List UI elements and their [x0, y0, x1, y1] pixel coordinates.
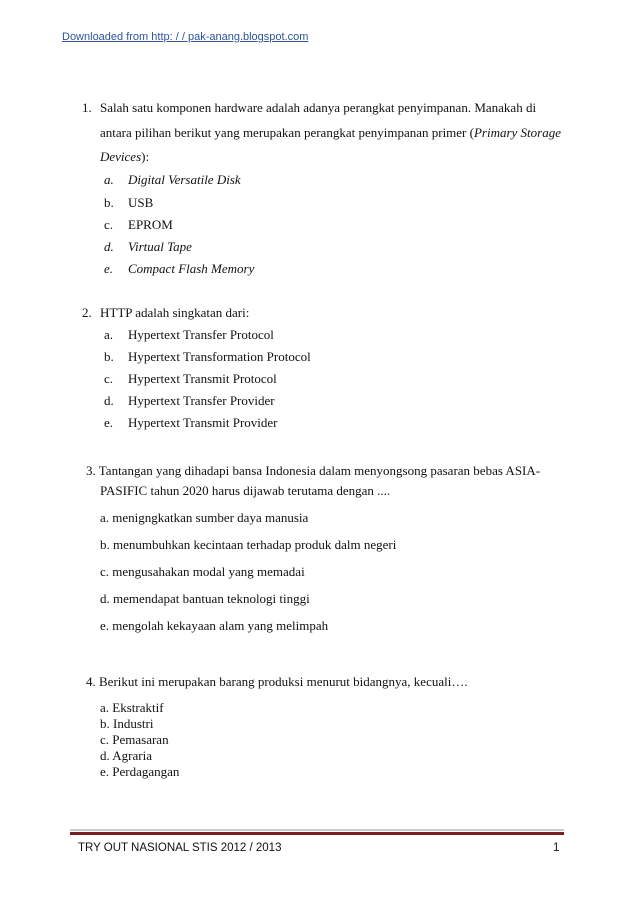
option-text: e. mengolah kekayaan alam yang melimpah [100, 618, 329, 633]
page-number: 1 [553, 842, 560, 854]
option-text: Hypertext Transformation Protocol [128, 349, 311, 364]
question-number: 2. [82, 305, 92, 320]
question-text: Devices): [100, 149, 150, 164]
question-text: Salah satu komponen hardware adalah adanya perangkat penyimpanan. Manakah di [100, 100, 537, 115]
option-text: Digital Versatile Disk [128, 172, 241, 187]
option-text: EPROM [128, 217, 173, 232]
option-text: Hypertext Transmit Provider [128, 415, 278, 430]
option-text: b. Industri [100, 716, 154, 731]
option-text: a. menigngkatkan sumber daya manusia [100, 510, 309, 525]
footer-divider [70, 829, 564, 831]
footer-divider [70, 832, 564, 835]
option-letter: c. [104, 217, 114, 232]
option-text: USB [128, 195, 154, 210]
question-text: antara pilihan berikut yang merupakan perangkat penyimpanan primer (Primary Storage [100, 125, 561, 140]
option-text: Hypertext Transfer Provider [128, 393, 275, 408]
option-text: a. Ekstraktif [100, 700, 164, 715]
option-text: b. menumbuhkan kecintaan terhadap produk dalm negeri [100, 537, 397, 552]
option-text: Compact Flash Memory [128, 261, 255, 276]
option-letter: a. [104, 327, 114, 342]
option-text: d. Agraria [100, 748, 152, 763]
option-text: Virtual Tape [128, 239, 192, 254]
question-text: HTTP adalah singkatan dari: [100, 305, 250, 320]
option-text: e. Perdagangan [100, 764, 180, 779]
footer-title: TRY OUT NASIONAL STIS 2012 / 2013 [78, 842, 282, 854]
question-number: 1. [82, 100, 92, 115]
option-letter: e. [104, 415, 114, 430]
option-letter: e. [104, 261, 114, 276]
option-text: Hypertext Transfer Protocol [128, 327, 274, 342]
option-letter: b. [104, 349, 114, 364]
option-text: c. mengusahakan modal yang memadai [100, 564, 305, 579]
option-letter: c. [104, 371, 114, 386]
source-link[interactable]: Downloaded from http: / / pak-anang.blogspot.com [62, 31, 309, 43]
option-text: c. Pemasaran [100, 732, 169, 747]
option-letter: a. [104, 172, 114, 187]
option-text: d. memendapat bantuan teknologi tinggi [100, 591, 310, 606]
option-letter: d. [104, 239, 114, 254]
question-text: 3. Tantangan yang dihadapi bansa Indonesia dalam menyongsong pasaran bebas ASIA- [86, 463, 541, 478]
question-text: 4. Berikut ini merupakan barang produksi menurut bidangnya, kecuali…. [86, 674, 468, 689]
option-letter: d. [104, 393, 114, 408]
option-letter: b. [104, 195, 114, 210]
option-text: Hypertext Transmit Protocol [128, 371, 277, 386]
question-text: PASIFIC tahun 2020 harus dijawab terutama dengan .... [100, 483, 391, 498]
